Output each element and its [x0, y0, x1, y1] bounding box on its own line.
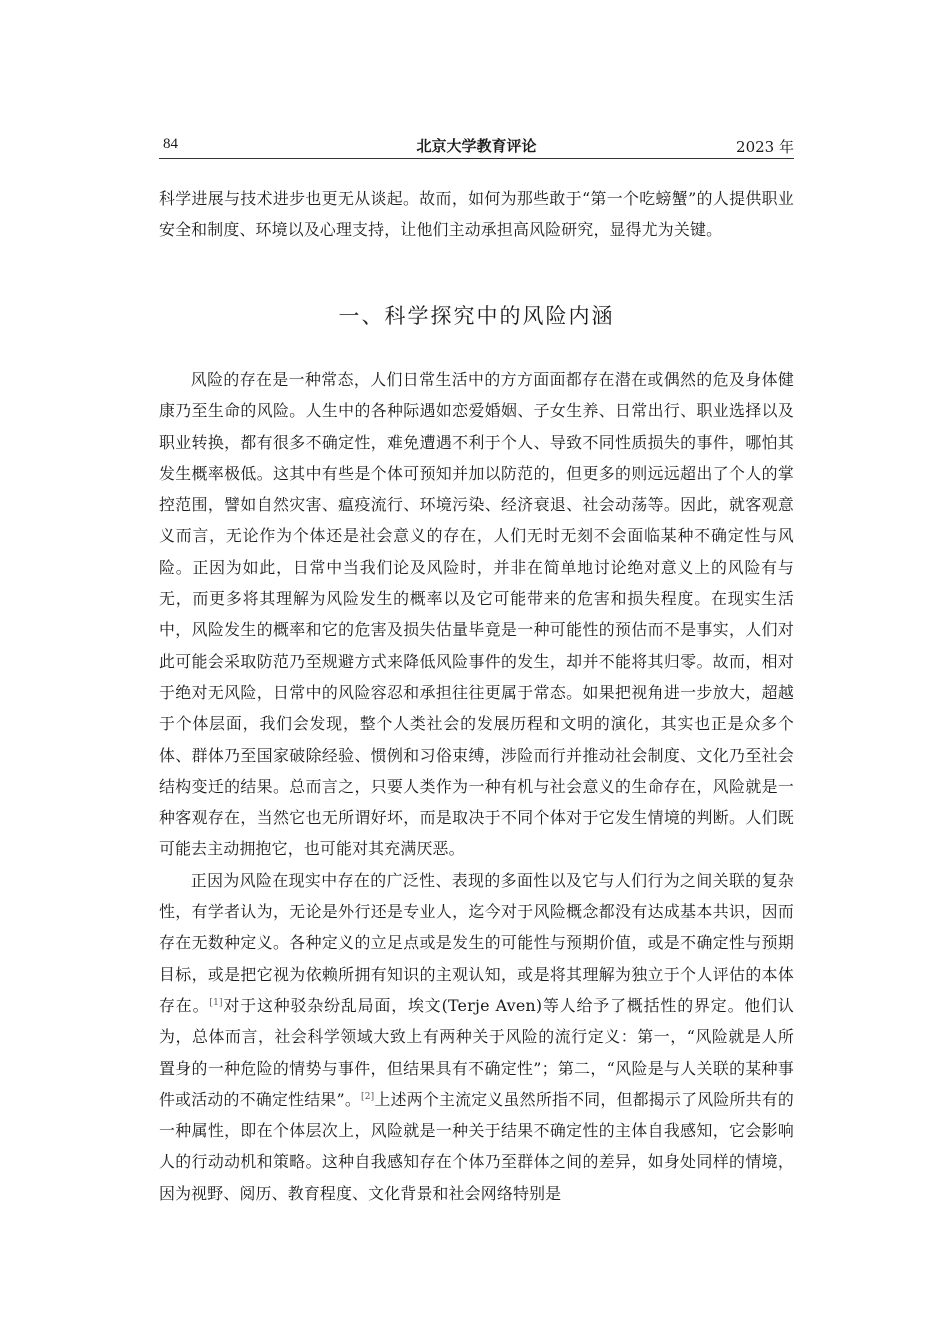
intro-paragraph: 科学进展与技术进步也更无从谈起。故而，如何为那些敢于“第一个吃螃蟹”的人提供职业安全和制度、环境以及心理支持，让他们主动承担高风险研究，显得尤为关键。: [159, 189, 794, 240]
paragraph-2-part-a: 正因为风险在现实中存在的广泛性、表现的多面性以及它与人们行为之间关联的复杂性，有学者认为，无论是外行还是专业人，迄今对于风险概念都没有达成基本共识，因而存在无数种定义。各种定义的立足点或是发生的可能性与预期价值，或是不确定性与预期目标，或是把它视为依赖所拥有知识的主观认知，或是将其理解为独立于个人评估的本体存在。: [159, 870, 794, 1015]
paragraph-2-part-c: 上述两个主流定义虽然所指不同，但都揭示了风险所共有的一种属性，即在个体层次上，风险就是一种关于结果不确定性的主体自我感知，它会影响人的行动动机和策略。这种自我感知存在个体乃至群体之间的差异，如身处同样的情境，因为视野、阅历、教育程度、文化背景和社会网络特别是: [159, 1089, 794, 1203]
citation-1: [1]: [209, 997, 223, 1008]
body-paragraph-2: [159, 865, 794, 1209]
publication-year: 2023 年: [736, 138, 794, 156]
journal-title: 北京大学教育评论: [416, 137, 537, 155]
body-paragraph-1: 风险的存在是一种常态，人们日常生活中的方方面面都存在潜在或偶然的危及身体健康乃至生命的风险。人生中的各种际遇如恋爱婚姻、子女生养、日常出行、职业选择以及职业转换，都有很多不确定性，难免遭遇不利于个人、导致不同性质损失的事件，哪怕其发生概率极低。这其中有些是个体可预知并加以防范的，但更多的则远远超出了个人的掌控范围，譬如自然灾害、瘟疫流行、环境污染、经济衰退、社会动荡等。因此，就客观意义而言，无论作为个体还是社会意义的存在，人们无时无刻不会面临某种不确定性与风险。正因为如此，日常中当我们论及风险时，并非在简单地讨论绝对意义上的风险有与无，而更多将其理解为风险发生的概率以及它可能带来的危害和损失程度。在现实生活中，风险发生的概率和它的危害及损失估量毕竟是一种可能性的预估而不是事实，人们对此可能会采取防范乃至规避方式来降低风险事件的发生，却并不能将其归零。故而，相对于绝对无风险，日常中的风险容忍和承担往往更属于常态。如果把视角进一步放大，超越于个体层面，我们会发现，整个人类社会的发展历程和文明的演化，其实也正是众多个体、群体乃至国家破除经验、惯例和习俗束缚，涉险而行并推动社会制度、文化乃至社会结构变迁的结果。总而言之，只要人类作为一种有机与社会意义的生命存在，风险就是一种客观存在，当然它也无所谓好坏，而是取决于不同个体对于它发生情境的判断。人们既可能去主动拥抱它，也可能对其充满厌恶。: [159, 370, 794, 859]
paragraph-2-part-b: 对于这种驳杂纷乱局面，埃文(Terje Aven)等人给予了概括性的界定。他们认为，总体而言，社会科学领域大致上有两种关于风险的流行定义：第一，“风险就是人所置身的一种危险的情势与事件，但结果具有不确定性”；第二，“风险是与人关联的某种事件或活动的不确定性结果”。: [159, 995, 795, 1109]
page-number: 84: [163, 136, 178, 152]
header-rule: [159, 158, 794, 159]
body-text: [159, 364, 794, 1209]
section-title: 一、科学探究中的风险内涵: [338, 304, 615, 328]
citation-2: [2]: [361, 1091, 375, 1102]
intro-text: [159, 183, 794, 246]
running-header: [159, 132, 794, 160]
